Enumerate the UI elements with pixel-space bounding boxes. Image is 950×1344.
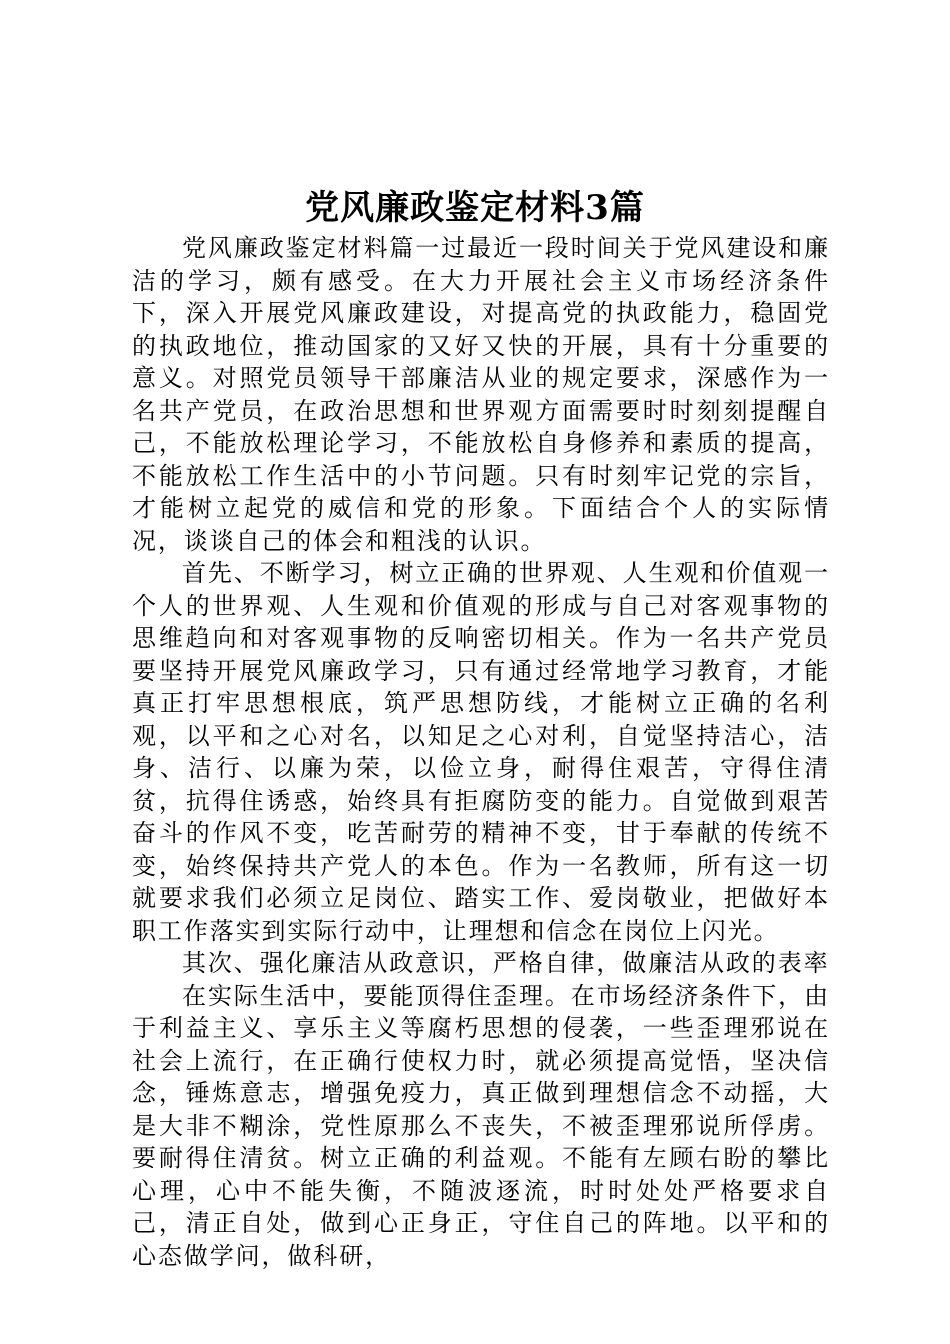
paragraph-second-heading: 其次、强化廉洁从政意识，严格自律，做廉洁从政的表率: [182, 949, 830, 977]
document-title: 党风廉政鉴定材料3篇: [305, 188, 645, 228]
paragraph-second-point: 在实际生活中，要能顶得住歪理。在市场经济条件下，由于利益主义、享乐主义等腐朽思想的侵袭，一些歪理邪说在社会上流行，在正确行使权力时，就必须提高觉悟，坚决信念，锤炼意志，增强免疫力，真正做到理想信念不动摇，大是大非不糊涂，党性原那么不丧失，不被歪理邪说所俘虏。要耐得住清贫。树立正确的利益观。不能有左顾右盼的攀比心理，心中不能失衡，不随波逐流，时时处处严格要求自己，清正自处，做到心正身正，守住自己的阵地。以平和的心态做学问，做科研，: [132, 981, 830, 1270]
document-body: [132, 232, 830, 1272]
paragraph-intro: 党风廉政鉴定材料篇一过最近一段时间关于党风建设和廉洁的学习，颇有感受。在大力开展社会主义市场经济条件下，深入开展党风廉政建设，对提高党的执政能力，稳固党的执政地位，推动国家的又好又快的开展，具有十分重要的意义。对照党员领导干部廉洁从业的规定要求，深感作为一名共产党员，在政治思想和世界观方面需要时时刻刻提醒自己，不能放松理论学习，不能放松自身修养和素质的提高，不能放松工作生活中的小节问题。只有时刻牢记党的宗旨，才能树立起党的威信和党的形象。下面结合个人的实际情况，谈谈自己的体会和粗浅的认识。: [132, 234, 830, 555]
paragraph-first-point: 首先、不断学习，树立正确的世界观、人生观和价值观一个人的世界观、人生观和价值观的形成与自己对客观事物的思维趋向和对客观事物的反响密切相关。作为一名共产党员要坚持开展党风廉政学习，只有通过经常地学习教育，才能真正打牢思想根底，筑严思想防线，才能树立正确的名利观，以平和之心对名，以知足之心对利，自觉坚持洁心，洁身、洁行、以廉为荣，以俭立身，耐得住艰苦，守得住清贫，抗得住诱惑，始终具有拒腐防变的能力。自觉做到艰苦奋斗的作风不变，吃苦耐劳的精神不变，甘于奉献的传统不变，始终保持共产党人的本色。作为一名教师，所有这一切就要求我们必须立足岗位、踏实工作、爱岗敬业，把做好本职工作落实到实际行动中，让理想和信念在岗位上闪光。: [132, 559, 830, 945]
